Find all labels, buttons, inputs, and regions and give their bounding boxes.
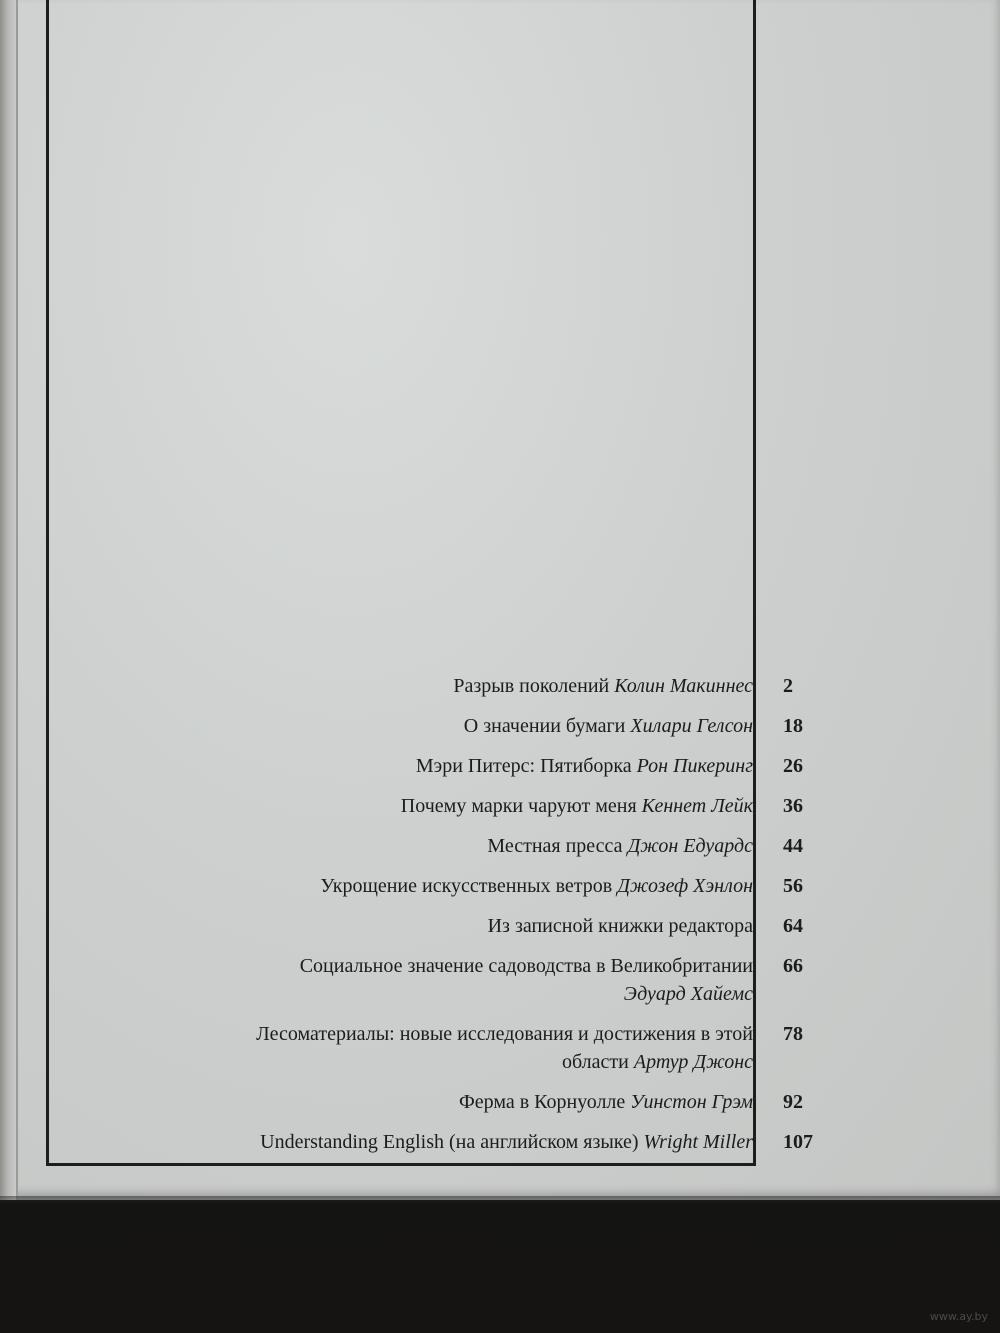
toc-entry — [50, 672, 820, 700]
toc-entry-author: Рон Пикеринг — [636, 755, 753, 777]
toc-entry-title: Социальное значение садоводства в Великобритании — [299, 955, 753, 977]
toc-entry-text — [50, 952, 753, 1008]
toc-entry-text — [50, 832, 753, 860]
toc-entry — [50, 792, 820, 820]
toc-entry — [50, 952, 820, 1008]
toc-entry-author: Джон Едуардс — [627, 835, 753, 857]
page-bottom-shadow — [0, 1196, 1000, 1206]
toc-entry — [50, 1020, 820, 1076]
toc-entry — [50, 872, 820, 900]
toc-entry-page: 56 — [783, 875, 803, 897]
toc-entry-page: 66 — [783, 955, 803, 977]
toc-entry-text — [50, 912, 753, 940]
toc-entry-author: Кеннет Лейк — [641, 795, 753, 817]
toc-entry — [50, 1128, 820, 1156]
table-of-contents — [50, 672, 820, 1168]
spine-line — [16, 0, 18, 1200]
toc-entry-page: 107 — [783, 1131, 813, 1153]
toc-entry-author: Артур Джонс — [633, 1051, 753, 1073]
toc-entry-author: Джозеф Хэнлон — [617, 875, 753, 897]
toc-entry-title: Understanding English (на английском языке) — [260, 1131, 644, 1153]
toc-entry-page: 92 — [783, 1091, 803, 1113]
watermark: www.ay.by — [929, 1310, 988, 1323]
toc-entry-author: Wright Miller — [643, 1131, 753, 1153]
toc-entry-title: Местная пресса — [487, 835, 628, 857]
toc-entry — [50, 712, 820, 740]
toc-entry-page: 78 — [783, 1023, 803, 1045]
toc-entry-title-line1: Лесоматериалы: новые исследования и достижения в этой — [256, 1023, 753, 1045]
toc-entry-text — [50, 792, 753, 820]
toc-entry-page: 36 — [783, 795, 803, 817]
toc-entry-text — [50, 872, 753, 900]
toc-entry-author: Эдуард Хайемс — [623, 983, 753, 1005]
toc-entry-title-line2: области — [562, 1051, 634, 1073]
toc-entry — [50, 912, 820, 940]
toc-entry — [50, 832, 820, 860]
toc-entry-page: 18 — [783, 715, 803, 737]
toc-entry-title: Ферма в Корнуолле — [458, 1091, 631, 1113]
toc-entry-title: Почему марки чаруют меня — [400, 795, 642, 817]
toc-entry-text — [50, 712, 753, 740]
toc-entry-author: Хилари Гелсон — [630, 715, 753, 737]
toc-entry-text — [50, 672, 753, 700]
toc-entry-title: Разрыв поколений — [453, 675, 615, 697]
toc-entry-title: Укрощение искусственных ветров — [320, 875, 618, 897]
toc-entry-title: О значении бумаги — [463, 715, 631, 737]
toc-entry-title: Мэри Питерс: Пятиборка — [415, 755, 637, 777]
toc-entry — [50, 1088, 820, 1116]
toc-entry-author: Уинстон Грэм — [630, 1091, 753, 1113]
toc-entry-text — [50, 1088, 753, 1116]
toc-entry-author: Колин Макиннес — [614, 675, 753, 697]
toc-entry-page: 26 — [783, 755, 803, 777]
toc-entry-page: 44 — [783, 835, 803, 857]
toc-entry — [50, 752, 820, 780]
toc-entry-text — [50, 1128, 753, 1156]
toc-entry-page: 2 — [783, 675, 793, 697]
toc-entry-page: 64 — [783, 915, 803, 937]
toc-entry-text — [50, 752, 753, 780]
toc-entry-text — [50, 1020, 753, 1076]
toc-entry-title: Из записной книжки редактора — [487, 915, 753, 937]
